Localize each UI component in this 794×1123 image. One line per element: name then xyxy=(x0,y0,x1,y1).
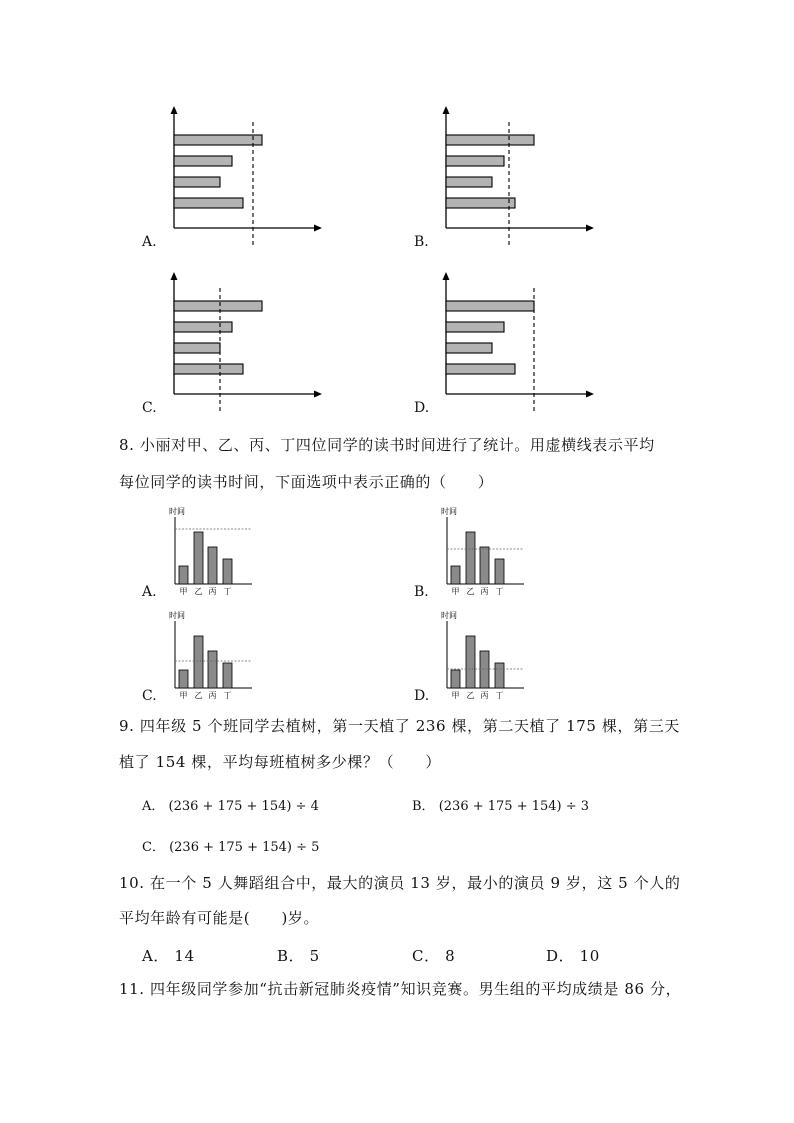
y-axis-arrow-icon xyxy=(171,106,178,114)
category-label: 甲 xyxy=(179,691,188,700)
bar xyxy=(446,343,492,353)
q8-question-line1 xyxy=(119,434,655,455)
bar xyxy=(446,177,492,187)
q10-option-d-label: D． xyxy=(546,947,575,965)
q8-option-c xyxy=(140,608,270,704)
bar xyxy=(495,663,504,688)
q9-option-b[interactable] xyxy=(412,795,589,814)
q10-option-d[interactable] xyxy=(546,945,600,966)
q7-option-c-label[interactable]: C. xyxy=(142,400,157,416)
y-axis-label: 时间 xyxy=(169,507,185,516)
q8-chart-d xyxy=(412,608,542,704)
q9-option-c-label: C． xyxy=(142,840,165,855)
q7-chart-c xyxy=(140,266,340,418)
q10-text-line2: 平均年龄有可能是( )岁。 xyxy=(119,909,320,927)
q10-option-d-text: 10 xyxy=(579,947,600,965)
q9-option-a[interactable] xyxy=(142,795,319,814)
q9-option-a-text: (236 + 175 + 154) ÷ 4 xyxy=(168,799,319,814)
q7-option-a-label[interactable]: A. xyxy=(142,234,157,250)
q7-chart-a xyxy=(140,100,340,250)
q9-number: 9. xyxy=(119,717,135,735)
bar xyxy=(179,566,188,584)
bar xyxy=(446,135,534,145)
q9-option-c[interactable] xyxy=(142,836,319,855)
bar xyxy=(174,301,262,311)
q10-text-line1: 在一个 5 人舞蹈组合中，最大的演员 13 岁，最小的演员 9 岁，这 5 个人的 xyxy=(150,874,681,892)
bar xyxy=(194,532,203,584)
category-label: 乙 xyxy=(466,587,475,596)
x-axis-arrow-icon xyxy=(586,391,594,398)
category-label: 甲 xyxy=(451,691,460,700)
bar xyxy=(223,663,232,688)
bar xyxy=(480,651,489,688)
bar xyxy=(194,636,203,688)
bar xyxy=(480,547,489,584)
y-axis-arrow-icon xyxy=(171,272,178,280)
q10-option-a-label: A． xyxy=(142,947,170,965)
bar xyxy=(174,343,220,353)
q10-option-c-text: 8 xyxy=(445,947,456,965)
q10-question-line1 xyxy=(119,872,681,893)
q7-option-c xyxy=(140,266,340,418)
q7-option-d-label[interactable]: D. xyxy=(414,400,430,416)
bar xyxy=(446,322,504,332)
q8-chart-c xyxy=(140,608,270,704)
y-axis-arrow-icon xyxy=(443,272,450,280)
q7-option-a xyxy=(140,100,340,250)
category-label: 甲 xyxy=(451,587,460,596)
bar xyxy=(174,177,220,187)
q8-option-b xyxy=(412,504,542,600)
q10-option-a[interactable] xyxy=(142,945,195,966)
q10-option-a-text: 14 xyxy=(174,947,195,965)
category-label: 甲 xyxy=(179,587,188,596)
category-label: 乙 xyxy=(466,691,475,700)
x-axis-arrow-icon xyxy=(586,225,594,232)
q8-chart-a xyxy=(140,504,270,600)
bar xyxy=(446,301,534,311)
q8-text-line1: 小丽对甲、乙、丙、丁四位同学的读书时间进行了统计。用虚横线表示平均 xyxy=(139,436,655,454)
y-axis-label: 时间 xyxy=(441,507,457,516)
bar xyxy=(466,636,475,688)
bar xyxy=(174,364,243,374)
y-axis-label: 时间 xyxy=(441,611,457,620)
bar xyxy=(174,198,243,208)
bar xyxy=(446,364,515,374)
bar xyxy=(174,156,232,166)
bar xyxy=(451,566,460,584)
q10-option-b-label: B． xyxy=(277,947,305,965)
category-label: 丁 xyxy=(223,691,232,700)
q7-chart-b xyxy=(412,100,612,250)
bar xyxy=(495,559,504,584)
q7-option-b-label[interactable]: B. xyxy=(414,234,429,250)
q9-question-line1 xyxy=(119,715,680,736)
bar xyxy=(223,559,232,584)
q10-option-c-label: C． xyxy=(412,947,440,965)
category-label: 乙 xyxy=(194,587,203,596)
q8-option-d xyxy=(412,608,542,704)
q10-option-b[interactable] xyxy=(277,945,320,966)
q8-text-line2: 每位同学的读书时间，下面选项中表示正确的（ ） xyxy=(119,473,494,491)
bar xyxy=(466,532,475,584)
q8-option-b-label[interactable]: B. xyxy=(414,584,429,600)
q9-text-line1: 四年级 5 个班同学去植树，第一天植了 236 棵，第二天植了 175 棵，第三天 xyxy=(139,717,680,735)
category-label: 丙 xyxy=(480,691,489,700)
q11-text-line1: 四年级同学参加“抗击新冠肺炎疫情”知识竞赛。男生组的平均成绩是 86 分， xyxy=(150,980,682,998)
category-label: 丙 xyxy=(208,691,217,700)
category-label: 丁 xyxy=(223,587,232,596)
bar xyxy=(208,651,217,688)
x-axis-arrow-icon xyxy=(314,225,322,232)
q8-number: 8. xyxy=(119,436,135,454)
category-label: 丙 xyxy=(208,587,217,596)
bar xyxy=(174,135,262,145)
bar xyxy=(208,547,217,584)
x-axis-arrow-icon xyxy=(314,391,322,398)
q11-question-line1 xyxy=(119,978,681,999)
q8-chart-b xyxy=(412,504,542,600)
category-label: 丙 xyxy=(480,587,489,596)
q8-option-d-label[interactable]: D. xyxy=(414,688,430,704)
q9-option-c-text: (236 + 175 + 154) ÷ 5 xyxy=(169,840,320,855)
q10-option-c[interactable] xyxy=(412,945,455,966)
q10-number: 10. xyxy=(119,874,145,892)
q8-option-c-label[interactable]: C. xyxy=(142,688,157,704)
q10-option-b-text: 5 xyxy=(309,947,320,965)
q9-text-line2: 植了 154 棵，平均每班植树多少棵？（ ） xyxy=(119,753,441,771)
bar xyxy=(174,322,232,332)
q7-option-b xyxy=(412,100,612,250)
bar xyxy=(179,670,188,688)
q9-option-a-label: A． xyxy=(142,799,165,814)
category-label: 丁 xyxy=(495,691,504,700)
category-label: 乙 xyxy=(194,691,203,700)
category-label: 丁 xyxy=(495,587,504,596)
q7-chart-d xyxy=(412,266,612,418)
q9-option-b-label: B． xyxy=(412,799,435,814)
y-axis-arrow-icon xyxy=(443,106,450,114)
q11-number: 11. xyxy=(119,980,145,998)
q8-option-a-label[interactable]: A. xyxy=(142,584,157,600)
q9-option-b-text: (236 + 175 + 154) ÷ 3 xyxy=(438,799,590,814)
y-axis-label: 时间 xyxy=(169,611,185,620)
bar xyxy=(451,670,460,688)
bar xyxy=(446,156,504,166)
q7-option-d xyxy=(412,266,612,418)
bar xyxy=(446,198,515,208)
q8-option-a xyxy=(140,504,270,600)
